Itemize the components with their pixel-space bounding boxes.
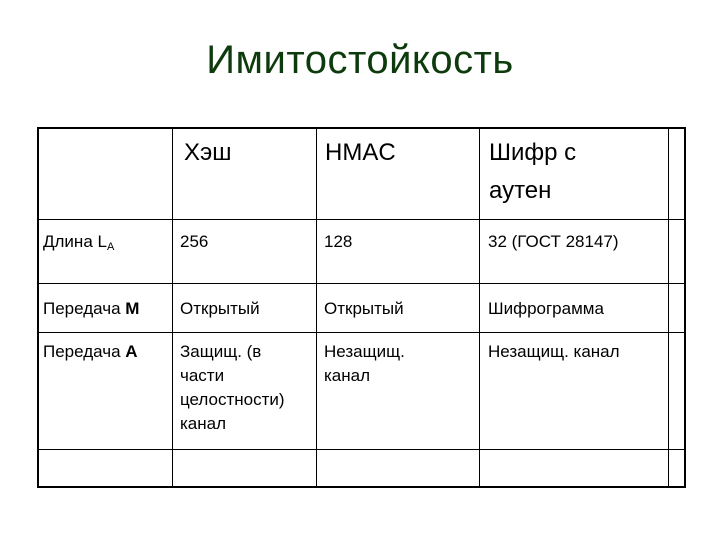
cell-hmac-transfer-a: Незащищ. канал bbox=[324, 342, 405, 385]
column-divider bbox=[479, 129, 480, 486]
row-label-text: Длина L bbox=[43, 232, 107, 251]
header-hash: Хэш bbox=[184, 139, 232, 166]
header-hmac: HMAC bbox=[325, 139, 396, 166]
row-label-text: Передача bbox=[43, 299, 126, 318]
row-label-bold: M bbox=[125, 299, 140, 318]
cell-hash-transfer-m: Открытый bbox=[180, 299, 260, 318]
cell-hmac-transfer-m: Открытый bbox=[324, 299, 404, 318]
row-label-transfer-m bbox=[43, 297, 139, 321]
cell-hash-transfer-a: Защищ. (в части целостности) канал bbox=[180, 342, 285, 433]
row-divider bbox=[39, 332, 684, 333]
cell-hash-length: 256 bbox=[180, 232, 209, 251]
column-divider bbox=[668, 129, 669, 486]
header-auth-cipher: Шифр с аутен bbox=[489, 139, 577, 204]
row-label-text: Передача bbox=[43, 342, 126, 361]
row-label-transfer-a bbox=[43, 340, 138, 364]
cell-cipher-transfer-a: Незащищ. канал bbox=[488, 342, 620, 361]
cell-cipher-length: 32 (ГОСТ 28147) bbox=[488, 232, 619, 251]
cell-cipher-transfer-m: Шифрограмма bbox=[488, 299, 604, 318]
cell-hmac-length: 128 bbox=[324, 232, 353, 251]
row-label-bold: A bbox=[125, 342, 138, 361]
row-divider bbox=[39, 283, 684, 284]
column-divider bbox=[172, 129, 173, 486]
slide-title: Имитостойкость bbox=[206, 38, 514, 82]
row-label-length bbox=[43, 230, 114, 259]
column-divider bbox=[316, 129, 317, 486]
row-label-subscript: A bbox=[106, 241, 115, 253]
row-divider bbox=[39, 449, 684, 450]
comparison-table bbox=[37, 127, 686, 488]
row-divider bbox=[39, 219, 684, 220]
